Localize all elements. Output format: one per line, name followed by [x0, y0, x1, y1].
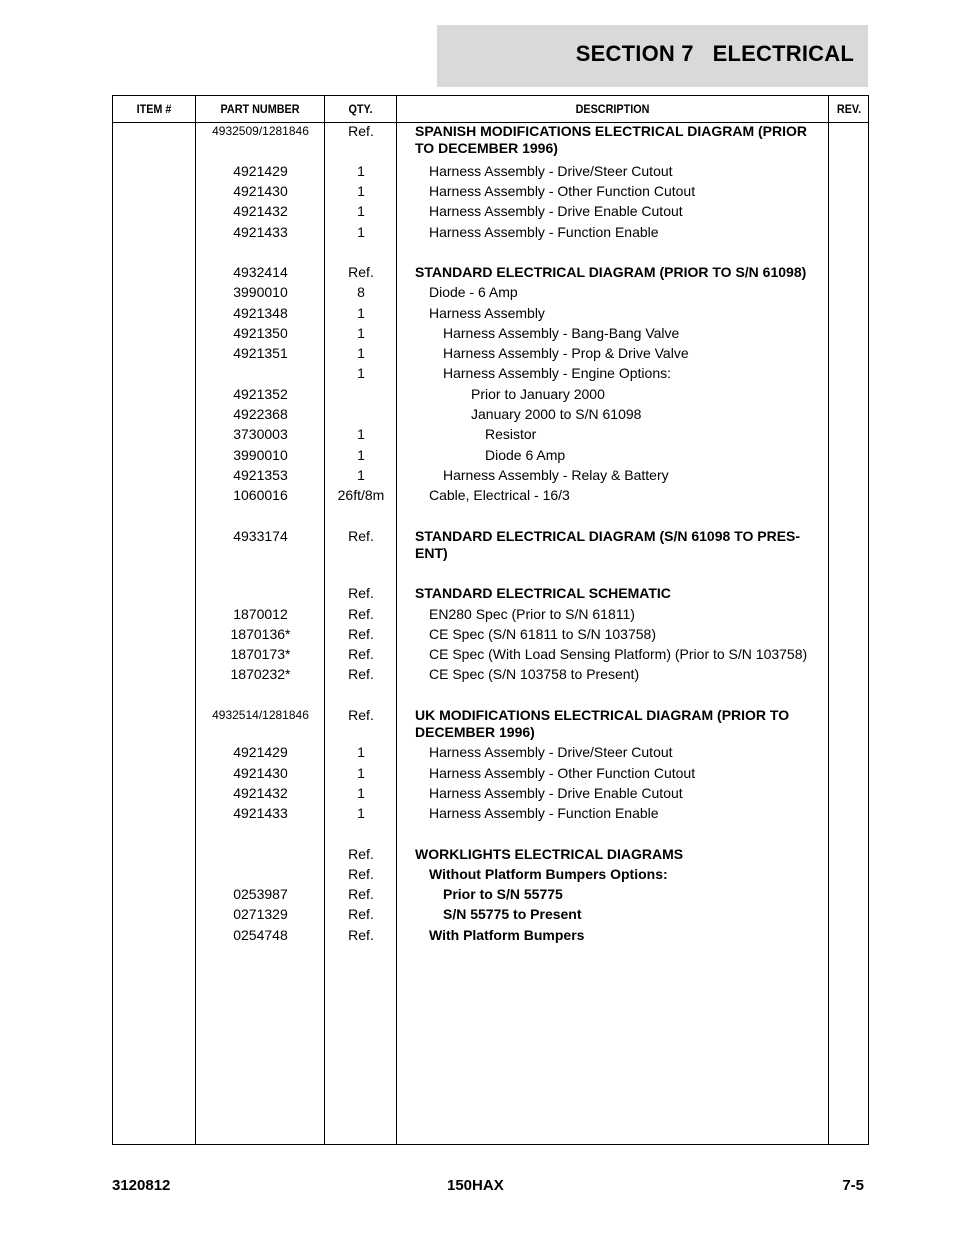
parts-table	[112, 95, 869, 1145]
column-header-description: DESCRIPTION	[575, 102, 650, 116]
page-number: 7-5	[842, 1177, 864, 1194]
part-number: 0254748	[233, 927, 288, 943]
column-header-item: ITEM #	[136, 102, 172, 116]
quantity: 1	[357, 426, 365, 442]
description: Harness Assembly - Engine Options:	[443, 365, 671, 381]
part-number: 4921430	[233, 183, 288, 199]
quantity: 1	[357, 224, 365, 240]
quantity: 1	[357, 805, 365, 821]
quantity: Ref.	[348, 626, 374, 642]
description: STANDARD ELECTRICAL DIAGRAM (S/N 61098 TO PRES-ENT)	[415, 528, 801, 561]
quantity: Ref.	[348, 585, 374, 601]
part-number: 4921432	[233, 203, 288, 219]
quantity: Ref.	[348, 528, 374, 544]
quantity: 1	[357, 447, 365, 463]
section-number: SECTION 7	[575, 41, 694, 66]
description: CE Spec (S/N 61811 to S/N 103758)	[429, 626, 656, 642]
description: Harness Assembly - Relay & Battery	[443, 467, 669, 483]
part-number: 4921353	[233, 467, 288, 483]
description: Harness Assembly	[429, 305, 545, 321]
quantity: Ref.	[348, 866, 374, 882]
column-header-qty: QTY.	[348, 102, 373, 116]
part-number: 1060016	[233, 487, 288, 503]
part-number: 1870173*	[230, 646, 291, 662]
part-number: 4932414	[233, 264, 288, 280]
quantity: 26ft/8m	[337, 487, 385, 503]
quantity: Ref.	[348, 666, 374, 682]
description: Diode 6 Amp	[485, 447, 566, 463]
description: Diode - 6 Amp	[429, 284, 518, 300]
description: UK MODIFICATIONS ELECTRICAL DIAGRAM (PRIOR TO DECEMBER 1996)	[415, 707, 790, 740]
part-number: 4921430	[233, 765, 288, 781]
model-name: 150HAX	[447, 1177, 504, 1194]
quantity: Ref.	[348, 906, 374, 922]
description: SPANISH MODIFICATIONS ELECTRICAL DIAGRAM (PRIOR TO DECEMBER 1996)	[415, 123, 807, 156]
description: Harness Assembly - Drive/Steer Cutout	[429, 163, 673, 179]
quantity: 1	[357, 744, 365, 760]
description: With Platform Bumpers	[429, 927, 585, 943]
part-number: 3730003	[233, 426, 288, 442]
part-number: 0253987	[233, 886, 288, 902]
description: Without Platform Bumpers Options:	[429, 866, 668, 882]
description: Prior to January 2000	[471, 386, 605, 402]
part-number: 4932509/1281846	[212, 124, 309, 138]
description: Harness Assembly - Drive Enable Cutout	[429, 203, 683, 219]
quantity: 1	[357, 765, 365, 781]
part-number: 4933174	[233, 528, 288, 544]
part-number: 4921348	[233, 305, 288, 321]
quantity: Ref.	[348, 707, 374, 723]
description: Harness Assembly - Prop & Drive Valve	[443, 345, 689, 361]
part-number: 4921350	[233, 325, 288, 341]
part-number: 4921351	[233, 345, 288, 361]
part-number: 4921433	[233, 224, 288, 240]
part-number: 0271329	[233, 906, 288, 922]
quantity: 8	[357, 284, 365, 300]
quantity: Ref.	[348, 606, 374, 622]
quantity: 1	[357, 345, 365, 361]
quantity: 1	[357, 203, 365, 219]
part-number: 4921429	[233, 163, 288, 179]
description: Harness Assembly - Function Enable	[429, 224, 659, 240]
part-number: 1870232*	[230, 666, 291, 682]
quantity: Ref.	[348, 646, 374, 662]
description: Harness Assembly - Other Function Cutout	[429, 765, 696, 781]
column-header-part-number: PART NUMBER	[220, 102, 300, 116]
quantity: 1	[357, 305, 365, 321]
quantity: 1	[357, 183, 365, 199]
description: Resistor	[485, 426, 537, 442]
quantity: 1	[357, 467, 365, 483]
part-number: 3990010	[233, 284, 288, 300]
part-number: 4921433	[233, 805, 288, 821]
description: Prior to S/N 55775	[443, 886, 563, 902]
description: STANDARD ELECTRICAL SCHEMATIC	[415, 585, 671, 601]
quantity: Ref.	[348, 123, 374, 139]
column-header-rev: REV.	[836, 102, 862, 116]
description: Harness Assembly - Bang-Bang Valve	[443, 325, 680, 341]
quantity: Ref.	[348, 927, 374, 943]
description: Harness Assembly - Other Function Cutout	[429, 183, 696, 199]
section-title	[576, 41, 854, 67]
description: Cable, Electrical - 16/3	[429, 487, 570, 503]
quantity: 1	[357, 785, 365, 801]
part-number: 4922368	[233, 406, 288, 422]
description: CE Spec (S/N 103758 to Present)	[429, 666, 640, 682]
part-number: 1870136*	[230, 626, 291, 642]
description: Harness Assembly - Function Enable	[429, 805, 659, 821]
quantity: Ref.	[348, 846, 374, 862]
description: Harness Assembly - Drive Enable Cutout	[429, 785, 683, 801]
quantity: 1	[357, 325, 365, 341]
description: S/N 55775 to Present	[443, 906, 582, 922]
quantity: 1	[357, 365, 365, 381]
part-number: 4921429	[233, 744, 288, 760]
description: CE Spec (With Load Sensing Platform) (Prior to S/N 103758)	[429, 646, 808, 662]
quantity: Ref.	[348, 264, 374, 280]
quantity: 1	[357, 163, 365, 179]
section-header	[437, 25, 868, 87]
description: January 2000 to S/N 61098	[471, 406, 642, 422]
document-number: 3120812	[112, 1177, 171, 1194]
part-number: 1870012	[233, 606, 288, 622]
description: EN280 Spec (Prior to S/N 61811)	[429, 606, 635, 622]
description: Harness Assembly - Drive/Steer Cutout	[429, 744, 673, 760]
quantity: Ref.	[348, 886, 374, 902]
part-number: 4921352	[233, 386, 288, 402]
description: STANDARD ELECTRICAL DIAGRAM (PRIOR TO S/N 61098)	[415, 264, 807, 280]
description: WORKLIGHTS ELECTRICAL DIAGRAMS	[415, 846, 684, 862]
part-number: 4932514/1281846	[212, 708, 309, 722]
section-name: ELECTRICAL	[712, 41, 854, 66]
part-number: 4921432	[233, 785, 288, 801]
part-number: 3990010	[233, 447, 288, 463]
